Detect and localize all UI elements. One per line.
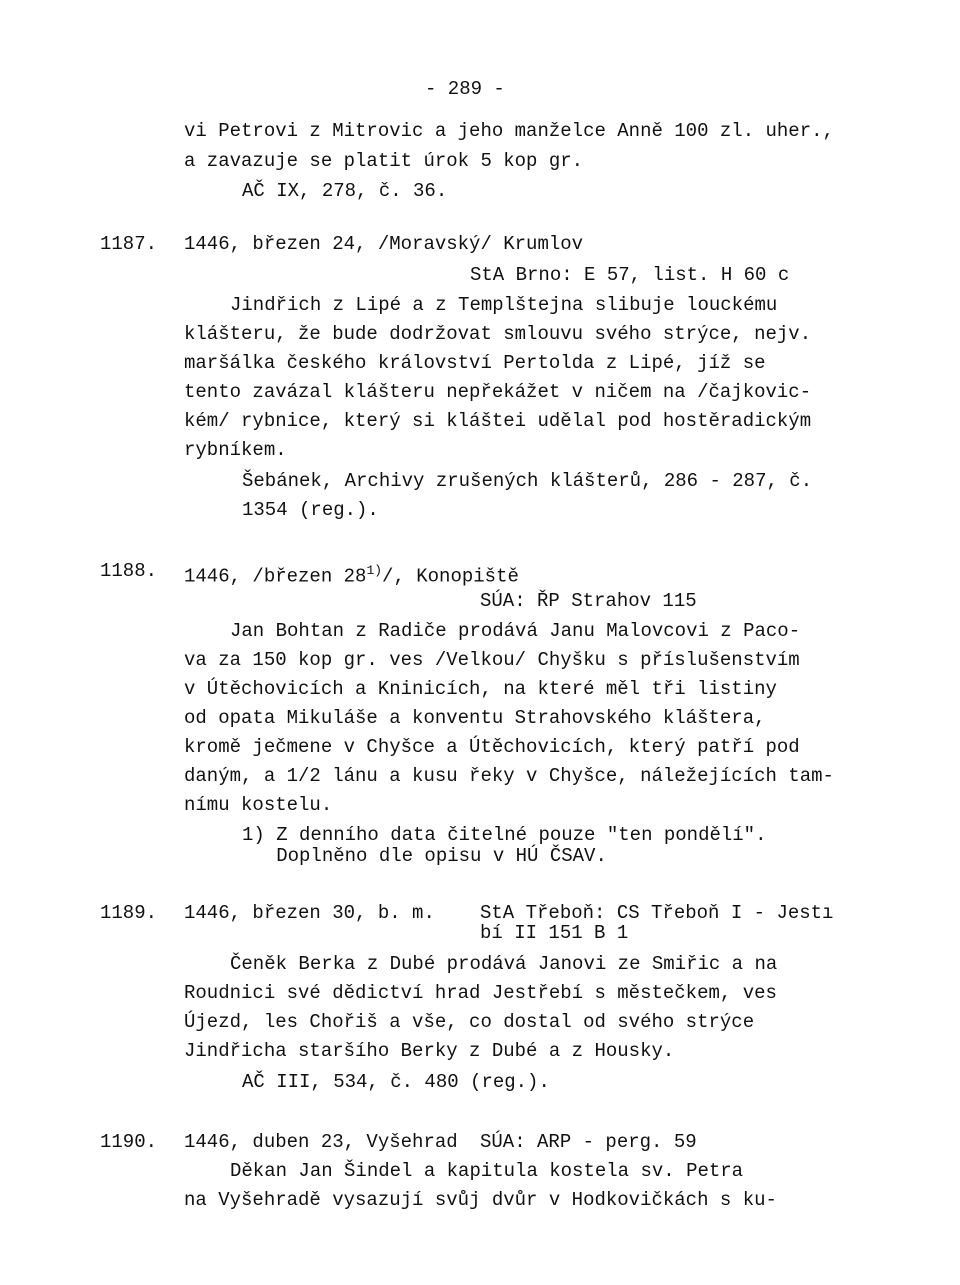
footnote-mark: 1) [366, 563, 383, 578]
entry-number: 1189. [100, 902, 158, 924]
text-line: na Vyšehradě vysazují svůj dvůr v Hodkovičkách s ku- [184, 1189, 777, 1211]
page-number: - 289 - [425, 78, 505, 100]
archive-reference-continued: bí II 151 B 1 [480, 922, 629, 944]
entry-number: 1188. [100, 560, 158, 582]
entry-heading: 1446, duben 23, Vyšehrad [184, 1131, 458, 1153]
text-line: nímu kostelu. [184, 794, 333, 816]
footnote-line: Doplněno dle opisu v HÚ ČSAV. [242, 845, 607, 867]
text-line: rybníkem. [184, 439, 287, 461]
text-line: daným, a 1/2 lánu a kusu řeky v Chyšce, náležejících tam- [184, 765, 834, 787]
text-line: Jan Bohtan z Radiče prodává Janu Malovcovi z Paco- [230, 620, 801, 642]
entry-heading: 1446, březen 24, /Moravský/ Krumlov [184, 233, 584, 255]
source-citation: Šebánek, Archivy zrušených klášterů, 286 - 287, č. [242, 470, 813, 492]
entry-heading: 1446, březen 30, b. m. [184, 902, 435, 924]
text-line: Újezd, les Chořiš a vše, co dostal od svého strýce [184, 1011, 755, 1033]
text-line: Jindřicha staršího Berky z Dubé a z Housky. [184, 1040, 675, 1062]
archive-reference: StA Třeboň: CS Třeboň I - Jestı [480, 902, 834, 924]
text-line: maršálka českého království Pertolda z Lipé, jíž se [184, 352, 766, 374]
text-line: va za 150 kop gr. ves /Velkou/ Chyšku s příslušenstvím [184, 649, 800, 671]
text-line: Děkan Jan Šindel a kapitula kostela sv. Petra [230, 1160, 744, 1182]
entry-number: 1190. [100, 1131, 158, 1153]
text-line: od opata Mikuláše a konventu Strahovského kláštera, [184, 707, 766, 729]
archive-reference: StA Brno: E 57, list. H 60 c [470, 264, 790, 286]
heading-date: 1446, /březen 28 [184, 565, 367, 588]
entry-number: 1187. [100, 233, 158, 255]
source-citation: 1354 (reg.). [242, 499, 379, 521]
footnote-line: 1) Z denního data čitelné pouze "ten pondělí". [242, 824, 767, 846]
text-line: klášteru, že bude dodržovat smlouvu svého strýce, nejv. [184, 323, 812, 345]
text-line: tento zavázal klášteru nepřekážet v ničem na /čajkovic- [184, 381, 812, 403]
source-citation: AČ III, 534, č. 480 (reg.). [242, 1071, 550, 1093]
archive-reference: SÚA: ARP - perg. 59 [480, 1131, 697, 1153]
text-line: Čeněk Berka z Dubé prodává Janovi ze Smiřic a na [230, 953, 778, 975]
text-line: a zavazuje se platit úrok 5 kop gr. [184, 150, 584, 172]
source-citation: AČ IX, 278, č. 36. [242, 180, 448, 202]
text-line: Jindřich z Lipé a z Templštejna slibuje louckému [230, 294, 778, 316]
text-line: kém/ rybnice, který si kláštei udělal pod hostěradickým [184, 410, 812, 432]
archive-reference: SÚA: ŘP Strahov 115 [480, 590, 697, 612]
text-line: kromě ječmene v Chyšce a Útěchovicích, který patří pod [184, 736, 800, 758]
entry-heading [184, 560, 519, 587]
text-line: v Útěchovicích a Kninicích, na které měl tři listiny [184, 678, 777, 700]
text-line: vi Petrovi z Mitrovic a jeho manželce Anně 100 zl. uher., [184, 120, 834, 142]
heading-place: /, Konopiště [382, 565, 519, 588]
text-line: Roudnici své dědictví hrad Jestřebí s městečkem, ves [184, 982, 777, 1004]
